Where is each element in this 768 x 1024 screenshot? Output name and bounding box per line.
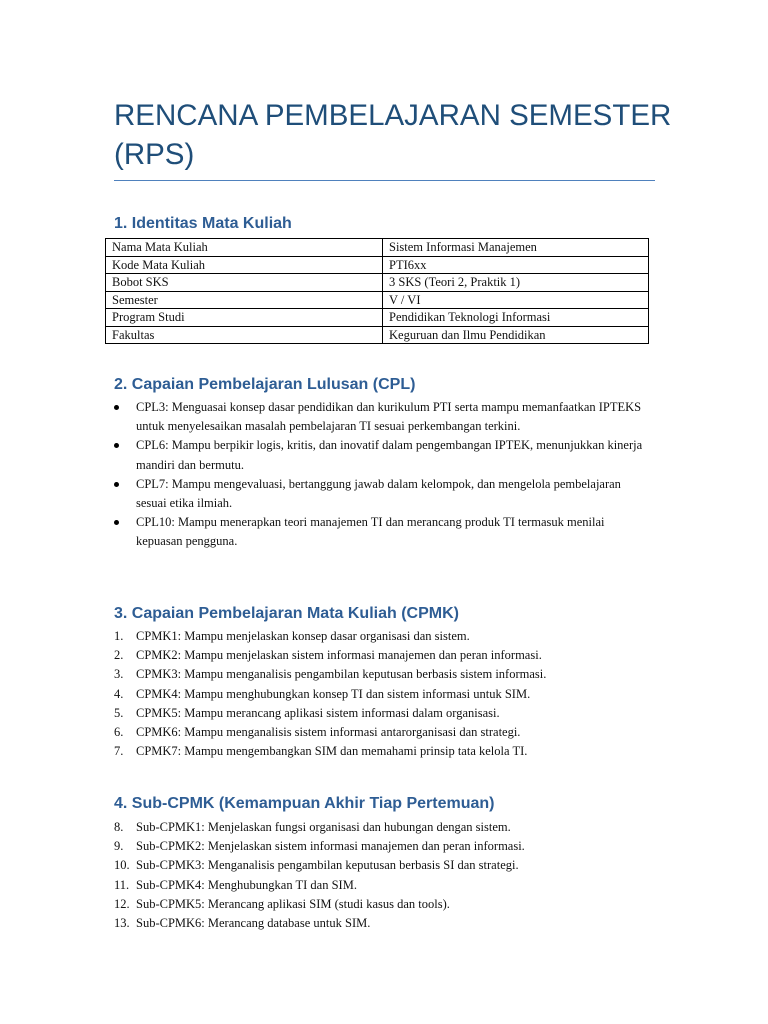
bullet-icon: [114, 520, 119, 525]
bullet-icon: [114, 443, 119, 448]
list-item: [114, 436, 654, 474]
table-cell-value: Keguruan dan Ilmu Pendidikan: [383, 326, 649, 344]
table-cell-label: Kode Mata Kuliah: [106, 256, 383, 274]
list-number: 12.: [114, 896, 130, 911]
list-number: 1.: [114, 629, 124, 643]
table-row: [106, 291, 649, 309]
table-row: [106, 309, 649, 327]
list-item-text: CPMK5: Mampu merancang aplikasi sistem informasi dalam organisasi.: [136, 705, 500, 720]
table-cell-label: Nama Mata Kuliah: [106, 239, 383, 257]
list-number: 4.: [114, 686, 124, 701]
list-number: 11.: [114, 877, 130, 892]
list-number: 8.: [114, 820, 124, 834]
list-item: [114, 895, 654, 914]
heading-cpmk: 3. Capaian Pembelajaran Mata Kuliah (CPMK): [114, 605, 459, 622]
list-item-text: Sub-CPMK1: Menjelaskan fungsi organisasi dan hubungan dengan sistem.: [136, 820, 511, 834]
bullet-icon: [114, 482, 119, 487]
list-number: 9.: [114, 839, 124, 854]
page-title: RENCANA PEMBELAJARAN SEMESTER (RPS): [114, 99, 672, 171]
table-cell-value: V / VI: [383, 291, 649, 309]
list-item: [114, 646, 654, 665]
list-item-text: CPL3: Menguasai konsep dasar pendidikan dan kurikulum PTI serta mampu memanfaatkan IPTEKS untuk menyelesaikan masalah pembelajaran TI sesuai perkembangan terkini.: [136, 400, 642, 434]
list-item-text: CPMK6: Mampu menganalisis sistem informasi antarorganisasi dan strategi.: [136, 725, 521, 740]
list-item-text: CPMK1: Mampu menjelaskan konsep dasar organisasi dan sistem.: [136, 629, 470, 643]
list-item: [114, 856, 654, 875]
list-item-text: Sub-CPMK4: Menghubungkan TI dan SIM.: [136, 877, 357, 892]
list-item-text: Sub-CPMK6: Merancang database untuk SIM.: [136, 916, 371, 931]
list-item: [114, 475, 654, 513]
table-cell-value: Sistem Informasi Manajemen: [383, 239, 649, 257]
list-item: [114, 665, 654, 684]
table-row: [106, 256, 649, 274]
subcpmk-list: [114, 818, 654, 933]
list-number: 2.: [114, 648, 124, 663]
table-row: [106, 326, 649, 344]
list-item: [114, 704, 654, 723]
heading-cpl: 2. Capaian Pembelajaran Lulusan (CPL): [114, 376, 416, 393]
list-number: 3.: [114, 667, 124, 682]
list-number: 5.: [114, 705, 124, 720]
list-item-text: CPL7: Mampu mengevaluasi, bertanggung jawab dalam kelompok, dan mengelola pembelajaran sesuai etika ilmiah.: [136, 476, 621, 511]
list-item: [114, 876, 654, 895]
cpmk-list: [114, 627, 654, 761]
list-item-text: CPMK2: Mampu menjelaskan sistem informasi manajemen dan peran informasi.: [136, 648, 542, 663]
table-cell-label: Bobot SKS: [106, 274, 383, 292]
list-item-text: CPL10: Mampu menerapkan teori manajemen TI dan merancang produk TI termasuk menilai kepuasan pengguna.: [136, 515, 605, 549]
identitas-table: [105, 238, 649, 344]
table-cell-value: Pendidikan Teknologi Informasi: [383, 309, 649, 327]
bullet-icon: [114, 405, 119, 410]
cpl-list: [114, 398, 654, 552]
table-row: [106, 239, 649, 257]
list-item-text: Sub-CPMK3: Menganalisis pengambilan keputusan berbasis SI dan strategi.: [136, 858, 519, 873]
list-item-text: CPMK7: Mampu mengembangkan SIM dan memahami prinsip tata kelola TI.: [136, 744, 528, 759]
list-item: [114, 818, 654, 837]
list-item: [114, 742, 654, 761]
list-item-text: CPMK3: Mampu menganalisis pengambilan keputusan berbasis sistem informasi.: [136, 667, 547, 682]
list-number: 7.: [114, 744, 124, 759]
list-number: 6.: [114, 725, 124, 740]
table-row: [106, 274, 649, 292]
heading-subcpmk: 4. Sub-CPMK (Kemampuan Akhir Tiap Pertemuan): [114, 795, 495, 812]
list-item: [114, 685, 654, 704]
table-cell-value: 3 SKS (Teori 2, Praktik 1): [383, 274, 649, 292]
list-item: [114, 513, 654, 551]
table-cell-label: Fakultas: [106, 326, 383, 344]
list-item-text: Sub-CPMK5: Merancang aplikasi SIM (studi kasus dan tools).: [136, 896, 450, 911]
heading-identitas: 1. Identitas Mata Kuliah: [114, 215, 292, 232]
table-cell-label: Semester: [106, 291, 383, 309]
table-cell-value: PTI6xx: [383, 256, 649, 274]
list-item: [114, 914, 654, 933]
list-number: 13.: [114, 916, 130, 931]
list-item: [114, 627, 654, 646]
title-underline: [114, 180, 655, 181]
list-number: 10.: [114, 858, 130, 873]
table-cell-label: Program Studi: [106, 309, 383, 327]
list-item: [114, 398, 654, 436]
list-item: [114, 723, 654, 742]
list-item-text: CPL6: Mampu berpikir logis, kritis, dan inovatif dalam pengembangan IPTEK, menunjukkan kinerja mandiri dan bermutu.: [136, 438, 643, 472]
list-item-text: Sub-CPMK2: Menjelaskan sistem informasi manajemen dan peran informasi.: [136, 839, 525, 854]
list-item-text: CPMK4: Mampu menghubungkan konsep TI dan sistem informasi untuk SIM.: [136, 686, 531, 701]
list-item: [114, 837, 654, 856]
